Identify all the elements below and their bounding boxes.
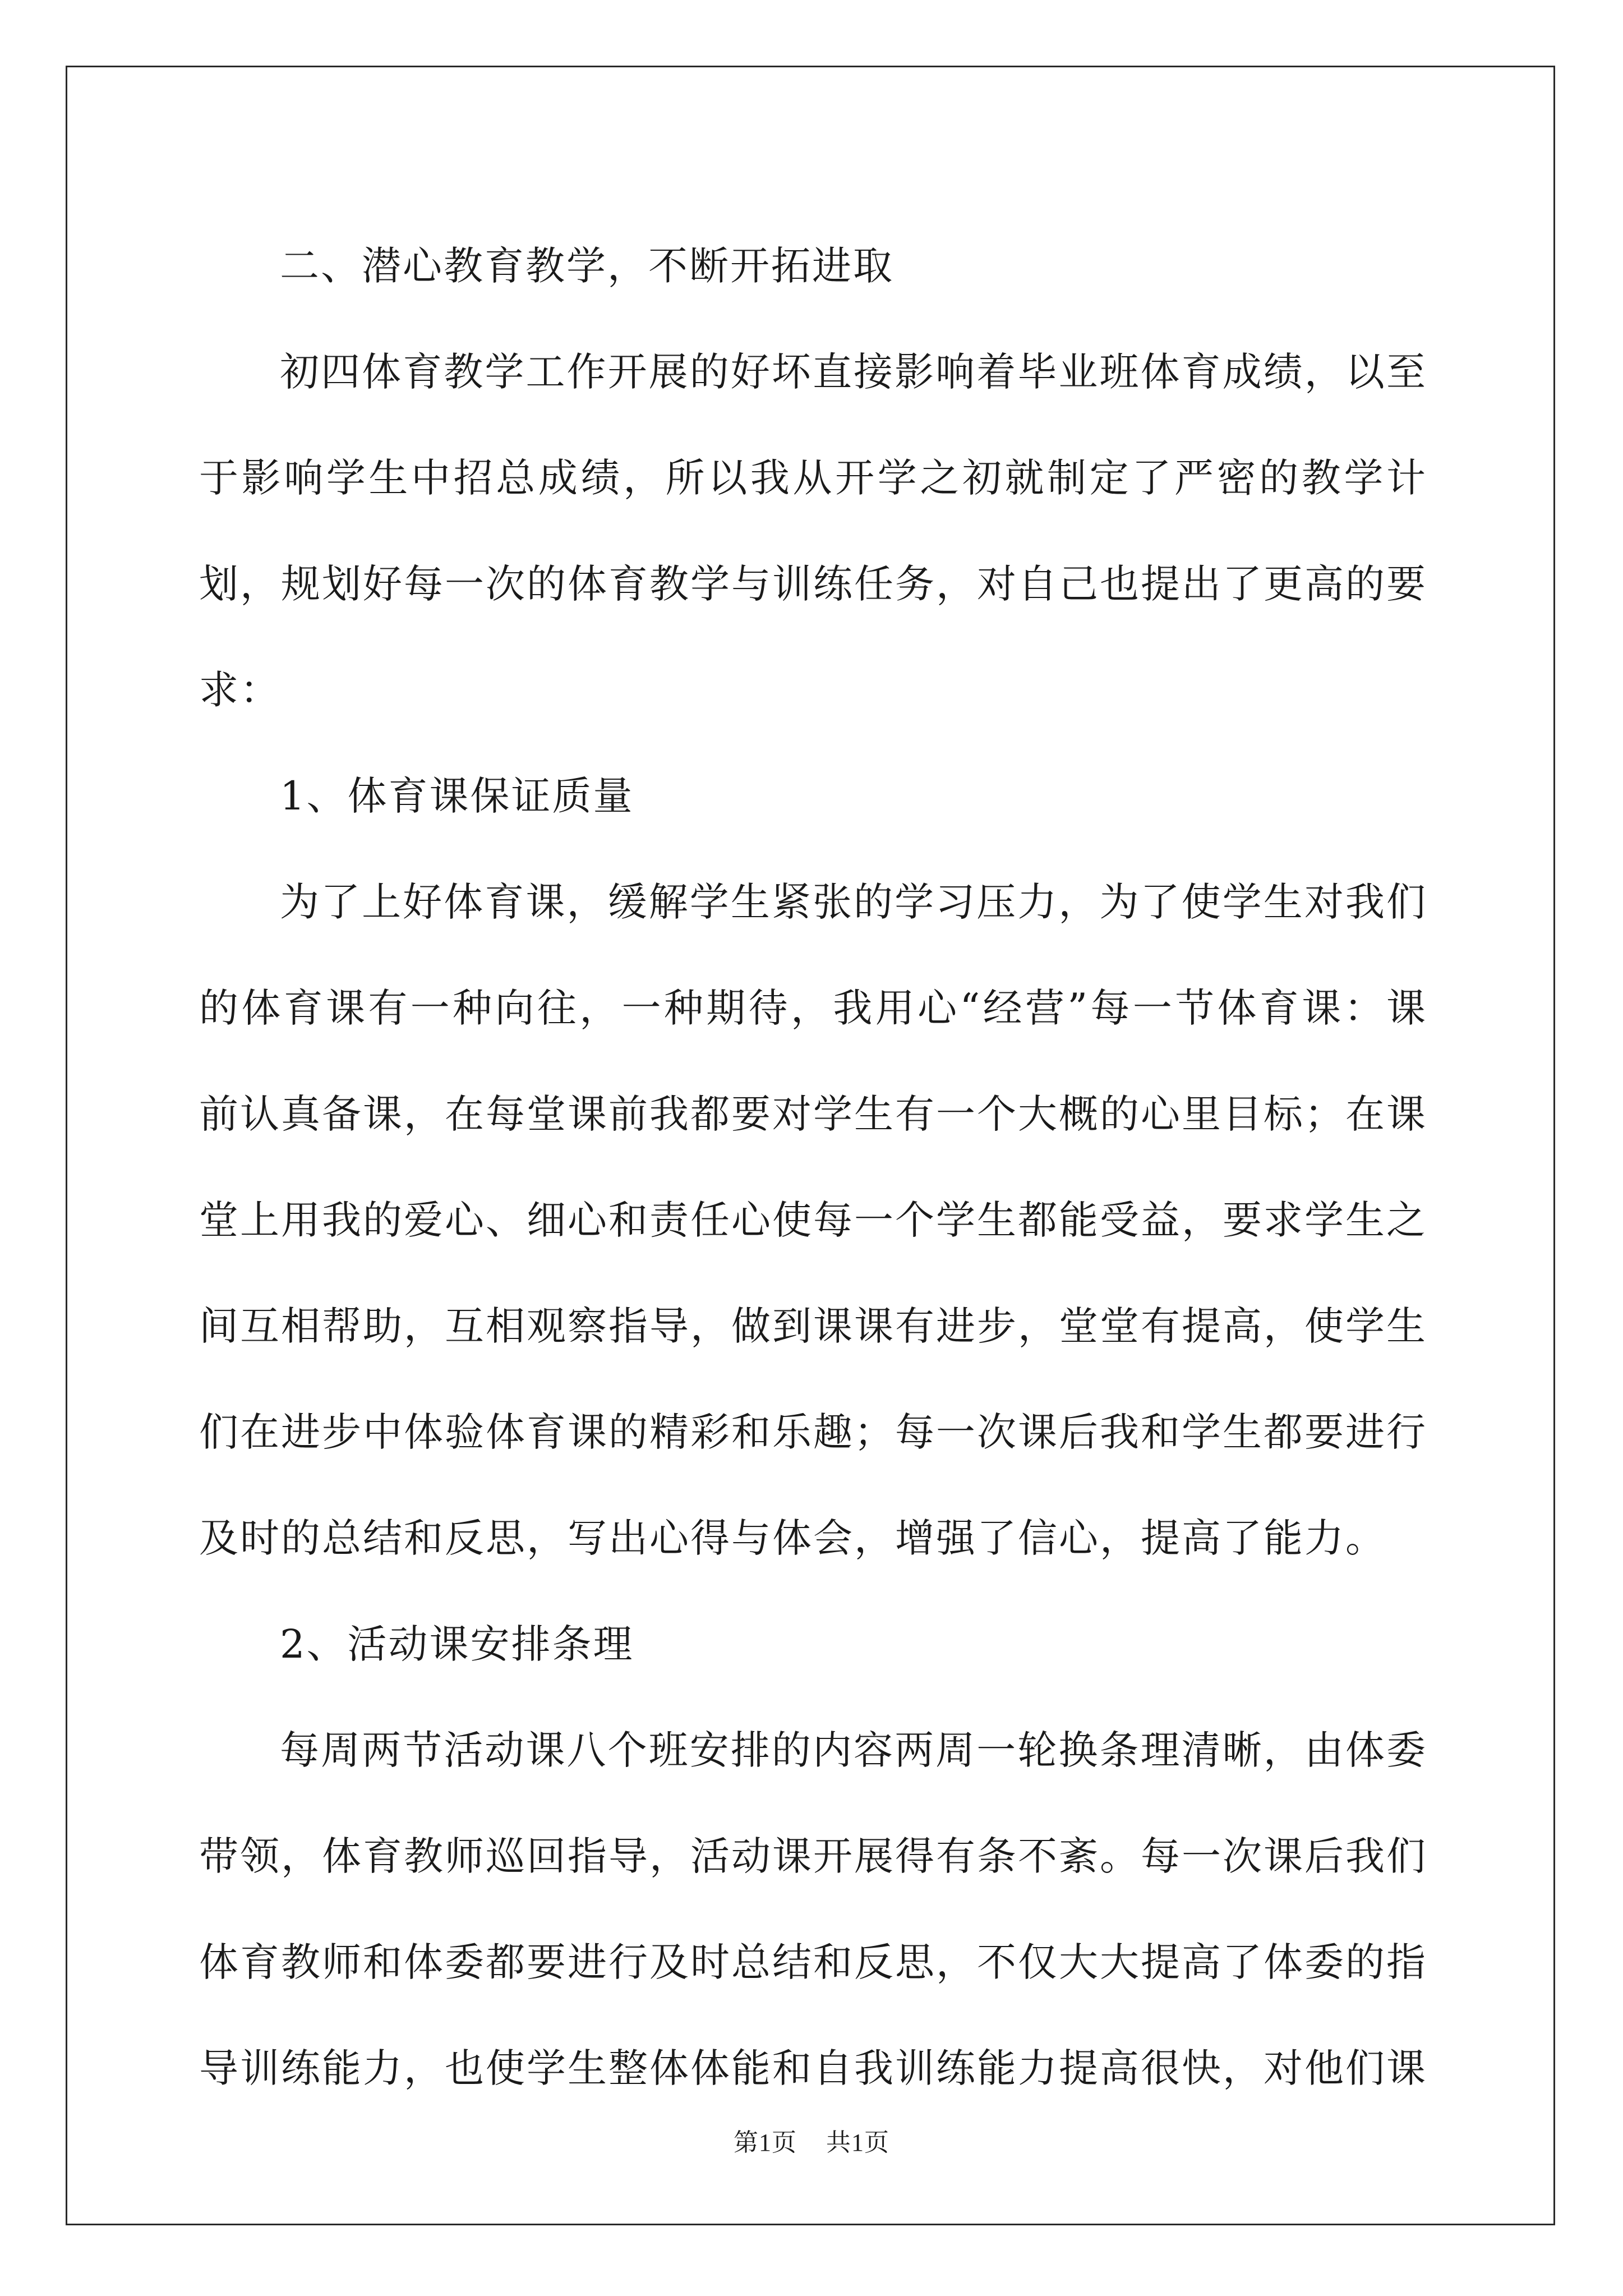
page-number: 第1页 xyxy=(734,2129,797,2156)
page-footer xyxy=(0,2122,1623,2158)
body-paragraph: 为了上好体育课，缓解学生紧张的学习压力，为了使学生对我们的体育课有一种向往，一种期待，我用心“经营”每一节体育课：课前认真备课，在每堂课前我都要对学生有一个大概的心里目标；在课堂上用我的爱心、细心和责任心使每一个学生都能受益，要求学生之间互相帮助，互相观察指导，做到课课有进步，堂堂有提高，使学生们在进步中体验体育课的精彩和乐趣；每一次课后我和学生都要进行及时的总结和反思，写出心得与体会，增强了信心，提高了能力。 xyxy=(199,879,1427,1561)
document-body xyxy=(199,213,1427,2122)
subsection-heading: 2、活动课安排条理 xyxy=(280,1621,634,1667)
body-paragraph: 每周两节活动课八个班安排的内容两周一轮换条理清晰，由体委带领，体育教师巡回指导，活动课开展得有条不紊。每一次课后我们体育教师和体委都要进行及时总结和反思，不仅大大提高了体委的指导训练能力，也使学生整体体能和自我训练能力提高很快，对他们课 xyxy=(199,1727,1427,2091)
page-total: 共1页 xyxy=(826,2129,889,2156)
section-heading: 二、潜心教育教学，不断开拓进取 xyxy=(280,243,894,289)
subsection-heading: 1、体育课保证质量 xyxy=(280,773,634,819)
body-paragraph: 初四体育教学工作开展的好坏直接影响着毕业班体育成绩，以至于影响学生中招总成绩，所以我从开学之初就制定了严密的教学计划，规划好每一次的体育教学与训练任务，对自己也提出了更高的要求： xyxy=(199,349,1427,713)
